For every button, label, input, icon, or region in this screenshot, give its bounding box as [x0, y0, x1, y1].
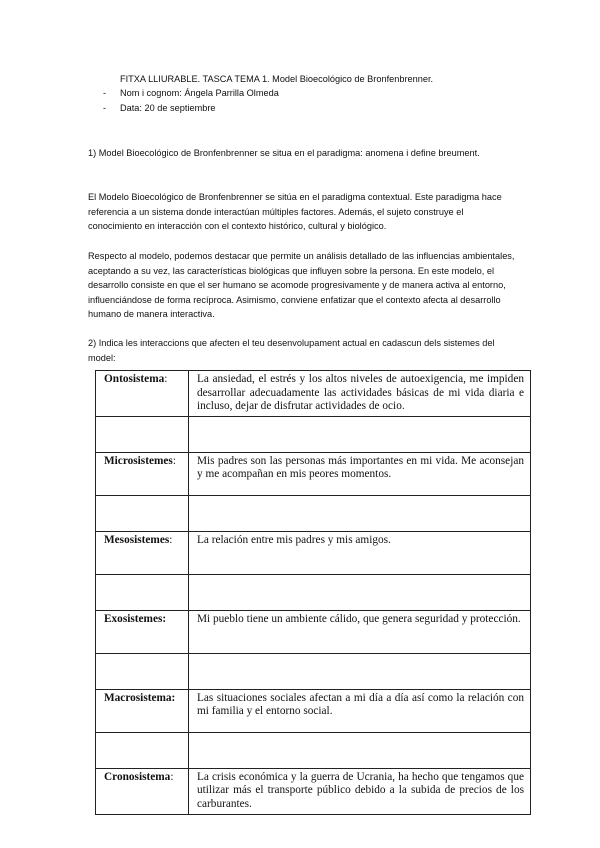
system-description-cell: La ansiedad, el estrés y los altos niveles de autoexigencia, me impiden desarrollar adecuadamente las actividades básicas de mi vida diaria e incluso, dejar de disfrutar actividades de ocio. [189, 371, 531, 417]
table-row-empty [96, 732, 531, 768]
system-description-cell: La crisis económica y la guerra de Ucrania, ha hecho que tengamos que utilizar más el transporte público debido a la subida de precios de los carburantes. [189, 768, 531, 814]
table-row-microsistemes [96, 452, 531, 495]
system-description-cell: La relación entre mis padres y mis amigos. [189, 531, 531, 574]
document-title: FITXA LLIURABLE. TASCA TEMA 1. Model Bioecológico de Bronfenbrenner. [120, 74, 434, 84]
systems-table [95, 370, 531, 815]
table-row-empty [96, 495, 531, 531]
empty-cell [189, 653, 531, 689]
table-row-macrosistema [96, 689, 531, 732]
student-name: Nom i cognom: Ángela Parrilla Olmeda [120, 88, 279, 98]
table-row-empty [96, 653, 531, 689]
system-description-cell: Mis padres son las personas más importantes en mi vida. Me aconsejan y me acompañan en mis peores momentos. [189, 452, 531, 495]
empty-cell [189, 416, 531, 452]
system-name-cell: Microsistemes: [96, 452, 189, 495]
question-2: 2) Indica les interaccions que afecten el teu desenvolupament actual en cadascun dels sistemes del model: [88, 338, 495, 363]
table-row-ontosistema [96, 371, 531, 417]
table-row-cronosistema [96, 768, 531, 814]
list-dash: - [103, 88, 107, 98]
header-item-date [103, 101, 279, 116]
table-row-empty [96, 574, 531, 610]
empty-cell [189, 732, 531, 768]
header-item-name [103, 86, 279, 101]
system-name-cell: Cronosistema: [96, 768, 189, 814]
empty-cell [96, 653, 189, 689]
list-dash: - [103, 102, 107, 113]
table-row-empty [96, 416, 531, 452]
answer-1-paragraph-1: El Modelo Bioecológico de Bronfenbrenner se sitúa en el paradigma contextual. Este paradigma hace referencia a un sistema donde interactúan múltiples factores. Además, el sujeto construye el conocimiento en interacción con el contexto histórico, cultural y biológico. [88, 192, 502, 232]
system-description-cell: Mi pueblo tiene un ambiente cálido, que genera seguridad y protección. [189, 610, 531, 653]
question-1: 1) Model Bioecológico de Bronfenbrenner se situa en el paradigma: anomena i define breument. [88, 148, 480, 158]
empty-cell [96, 416, 189, 452]
empty-cell [96, 574, 189, 610]
empty-cell [96, 732, 189, 768]
empty-cell [189, 574, 531, 610]
empty-cell [96, 495, 189, 531]
answer-1-paragraph-2: Respecto al modelo, podemos destacar que permite un análisis detallado de las influencias ambientales, aceptando a su vez, las características biológicas que influyen sobre la persona. En este modelo, el desarrollo consiste en que el ser humano se acomode progresivamente y de manera activa al entorno, influenciándose de forma recíproca. Asimismo, conviene enfatizar que el contexto afecta al desarrollo humano de manera interactiva. [88, 251, 515, 320]
submission-date: Data: 20 de septiembre [120, 102, 216, 113]
system-name-cell: Exosistemes: [96, 610, 189, 653]
header-info-list [103, 86, 279, 115]
table-row-exosistemes [96, 610, 531, 653]
system-name-cell: Macrosistema: [96, 689, 189, 732]
empty-cell [189, 495, 531, 531]
system-description-cell: Las situaciones sociales afectan a mi día a día así como la relación con mi familia y el entorno social. [189, 689, 531, 732]
system-name-cell: Mesosistemes: [96, 531, 189, 574]
system-name-cell: Ontosistema: [96, 371, 189, 417]
table-row-mesosistemes [96, 531, 531, 574]
